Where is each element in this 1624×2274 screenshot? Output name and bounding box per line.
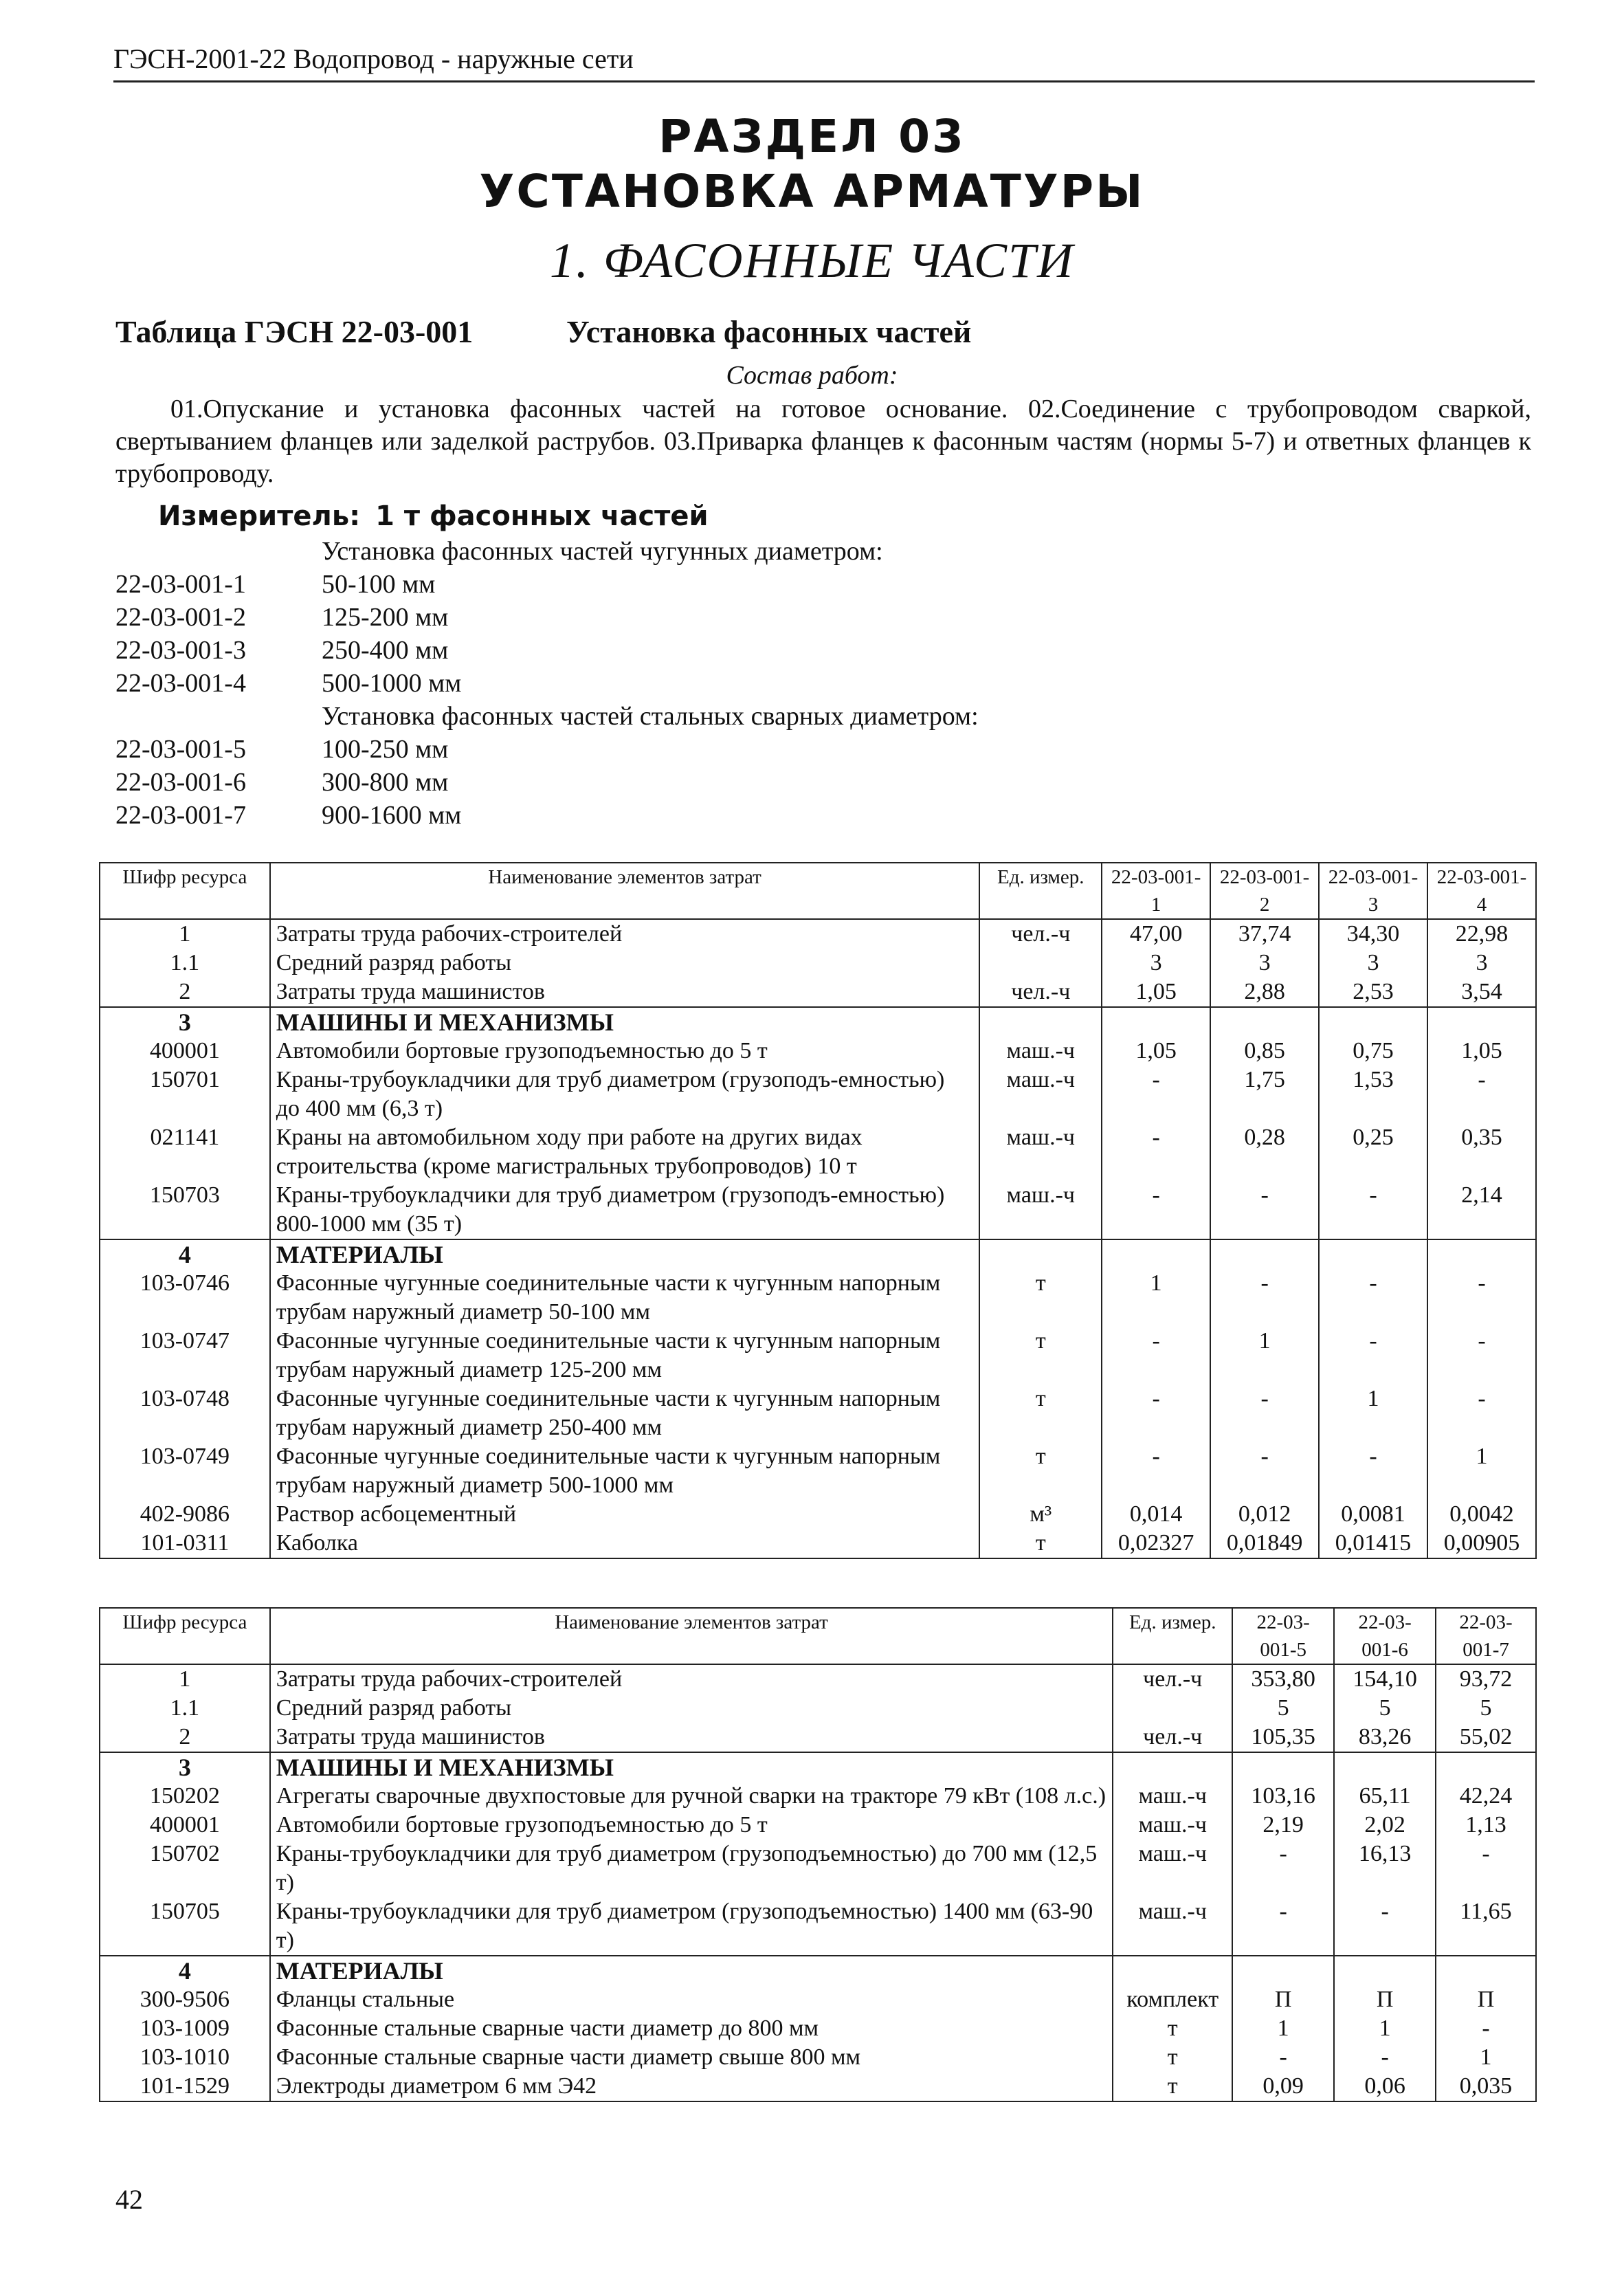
norm-value: - <box>1319 1442 1427 1500</box>
resource-code: 402-9086 <box>100 1500 270 1529</box>
measure-unit <box>158 500 709 532</box>
norm-range: 50-100 мм <box>322 570 436 599</box>
norm-item <box>115 601 979 634</box>
norm-value: 65,11 <box>1334 1782 1436 1811</box>
norm-value: 2,02 <box>1334 1811 1436 1840</box>
norm-range: 100-250 мм <box>322 735 449 764</box>
unit-of-measure: маш.-ч <box>1113 1897 1232 1956</box>
norm-value: 2,53 <box>1319 978 1427 1007</box>
norm-value: 0,02327 <box>1102 1529 1210 1558</box>
resource-code: 300-9506 <box>100 1985 270 2014</box>
unit-of-measure: м³ <box>979 1500 1102 1529</box>
unit-of-measure <box>979 949 1102 978</box>
unit-of-measure: чел.-ч <box>979 919 1102 949</box>
norm-value: - <box>1319 1181 1427 1239</box>
cost-element-name: Фланцы стальные <box>270 1985 1113 2014</box>
cost-element-name: Автомобили бортовые грузоподъемностью до 5 т <box>270 1811 1113 1840</box>
norm-value: - <box>1427 1066 1536 1123</box>
norm-value: 1 <box>1210 1327 1319 1384</box>
norm-code: 22-03-001-5 <box>115 735 246 764</box>
table-row <box>100 919 1536 949</box>
norm-value: 154,10 <box>1334 1664 1436 1694</box>
norm-value <box>1334 1956 1436 1985</box>
cost-element-name: Краны-трубоукладчики для труб диаметром (грузоподъ-емностью) до 400 мм (6,3 т) <box>270 1066 980 1123</box>
norm-value: 11,65 <box>1436 1897 1536 1956</box>
cost-element-name: МАТЕРИАЛЫ <box>270 1956 1113 1985</box>
cost-element-name: Средний разряд работы <box>270 1694 1113 1723</box>
norm-item <box>115 568 979 601</box>
table-row <box>100 1500 1536 1529</box>
header-norm: 22-03-001-7 <box>1436 1608 1536 1664</box>
header-norm: 22-03-001-5 <box>1232 1608 1334 1664</box>
norm-value: - <box>1232 1897 1334 1956</box>
norm-value: 0,25 <box>1319 1123 1427 1181</box>
norm-value: П <box>1334 1985 1436 2014</box>
norm-value: - <box>1102 1442 1210 1500</box>
table-row <box>100 1239 1536 1269</box>
table-row <box>100 1897 1536 1956</box>
table-row <box>100 1007 1536 1037</box>
header-code: Шифр ресурса <box>100 1608 270 1664</box>
unit-of-measure: чел.-ч <box>1113 1723 1232 1752</box>
norm-code: 22-03-001-7 <box>115 801 246 830</box>
cost-element-name: Каболка <box>270 1529 980 1558</box>
cost-element-name: Автомобили бортовые грузоподъемностью до 5 т <box>270 1037 980 1066</box>
table-caption <box>115 313 972 350</box>
resource-code: 1.1 <box>100 949 270 978</box>
norm-value: 2,14 <box>1427 1181 1536 1239</box>
table-row <box>100 1442 1536 1500</box>
page-number: 42 <box>115 2184 143 2215</box>
norm-value: 1,05 <box>1427 1037 1536 1066</box>
norm-value <box>1319 1007 1427 1037</box>
norm-value: - <box>1334 1897 1436 1956</box>
norm-value: 93,72 <box>1436 1664 1536 1694</box>
header-code: Шифр ресурса <box>100 863 270 919</box>
norm-value: 0,28 <box>1210 1123 1319 1181</box>
unit-of-measure <box>1113 1956 1232 1985</box>
header-unit: Ед. измер. <box>1113 1608 1232 1664</box>
table-row <box>100 1037 1536 1066</box>
cost-element-name: Электроды диаметром 6 мм Э42 <box>270 2072 1113 2101</box>
resource-code: 103-0748 <box>100 1384 270 1442</box>
norm-item <box>115 667 979 700</box>
cost-element-name: Фасонные стальные сварные части диаметр до 800 мм <box>270 2014 1113 2043</box>
norm-value: - <box>1427 1327 1536 1384</box>
table-row <box>100 1066 1536 1123</box>
cost-element-name: Фасонные чугунные соединительные части к чугунным напорным трубам наружный диаметр 250-400 мм <box>270 1384 980 1442</box>
norm-value: 0,0081 <box>1319 1500 1427 1529</box>
norm-value: 0,0042 <box>1427 1500 1536 1529</box>
norm-value: 0,012 <box>1210 1500 1319 1529</box>
header-norm: 22-03-001-4 <box>1427 863 1536 919</box>
resource-code: 400001 <box>100 1037 270 1066</box>
norm-value: - <box>1436 1840 1536 1897</box>
resource-code: 150705 <box>100 1897 270 1956</box>
unit-of-measure: т <box>979 1269 1102 1327</box>
cost-element-name: Краны-трубоукладчики для труб диаметром (грузоподъемностью) 1400 мм (63-90 т) <box>270 1897 1113 1956</box>
norm-value: - <box>1436 2014 1536 2043</box>
cost-element-name: Раствор асбоцементный <box>270 1500 980 1529</box>
norm-value: 1 <box>1334 2014 1436 2043</box>
norm-value: 0,014 <box>1102 1500 1210 1529</box>
table-row <box>100 1752 1536 1782</box>
unit-of-measure: чел.-ч <box>1113 1664 1232 1694</box>
resource-code: 2 <box>100 978 270 1007</box>
resource-code: 3 <box>100 1007 270 1037</box>
norm-value: 0,85 <box>1210 1037 1319 1066</box>
table-row <box>100 1529 1536 1558</box>
norm-value: 5 <box>1334 1694 1436 1723</box>
norm-value <box>1427 1007 1536 1037</box>
norm-range: 300-800 мм <box>322 768 449 797</box>
resource-code: 150702 <box>100 1840 270 1897</box>
section-number: РАЗДЕЛ 03 <box>658 110 966 163</box>
unit-of-measure: т <box>979 1442 1102 1500</box>
unit-of-measure <box>979 1239 1102 1269</box>
cost-element-name: МАШИНЫ И МЕХАНИЗМЫ <box>270 1007 980 1037</box>
cost-element-name: Фасонные стальные сварные части диаметр свыше 800 мм <box>270 2043 1113 2072</box>
table-row <box>100 1811 1536 1840</box>
norm-value: 1,13 <box>1436 1811 1536 1840</box>
norm-group-title: Установка фасонных частей чугунных диаметром: <box>322 537 883 566</box>
norm-value: 1 <box>1232 2014 1334 2043</box>
norm-item <box>115 799 979 832</box>
norm-value: 105,35 <box>1232 1723 1334 1752</box>
norm-code: 22-03-001-3 <box>115 636 246 665</box>
unit-of-measure: маш.-ч <box>979 1123 1102 1181</box>
table-row <box>100 1723 1536 1752</box>
unit-of-measure: комплект <box>1113 1985 1232 2014</box>
norm-value: 5 <box>1232 1694 1334 1723</box>
norm-value: 2,88 <box>1210 978 1319 1007</box>
work-composition-heading: Состав работ: <box>726 361 898 390</box>
norm-value: 1,05 <box>1102 1037 1210 1066</box>
resource-code: 103-0747 <box>100 1327 270 1384</box>
resource-code: 103-0746 <box>100 1269 270 1327</box>
unit-of-measure: т <box>979 1327 1102 1384</box>
norm-code: 22-03-001-6 <box>115 768 246 797</box>
norm-value: 103,16 <box>1232 1782 1334 1811</box>
resource-code: 2 <box>100 1723 270 1752</box>
resource-code: 3 <box>100 1752 270 1782</box>
cost-element-name: Затраты труда машинистов <box>270 978 980 1007</box>
resource-code: 1 <box>100 919 270 949</box>
table-row <box>100 1956 1536 1985</box>
norm-value: - <box>1210 1269 1319 1327</box>
norm-value: 1 <box>1427 1442 1536 1500</box>
resource-code: 400001 <box>100 1811 270 1840</box>
cost-element-name: Затраты труда машинистов <box>270 1723 1113 1752</box>
norm-value: 22,98 <box>1427 919 1536 949</box>
unit-of-measure: маш.-ч <box>979 1066 1102 1123</box>
cost-element-name: Затраты труда рабочих-строителей <box>270 1664 1113 1694</box>
norm-value: - <box>1102 1123 1210 1181</box>
cost-element-name: МАШИНЫ И МЕХАНИЗМЫ <box>270 1752 1113 1782</box>
resource-code: 1.1 <box>100 1694 270 1723</box>
table-row <box>100 1269 1536 1327</box>
table-row <box>100 1384 1536 1442</box>
norm-code: 22-03-001-1 <box>115 570 246 599</box>
norm-value: 3 <box>1102 949 1210 978</box>
norm-value: 0,00905 <box>1427 1529 1536 1558</box>
unit-of-measure <box>979 1007 1102 1037</box>
cost-element-name: Фасонные чугунные соединительные части к чугунным напорным трубам наружный диаметр 125-200 мм <box>270 1327 980 1384</box>
norm-value: 0,06 <box>1334 2072 1436 2101</box>
norm-value: - <box>1102 1384 1210 1442</box>
table-row <box>100 1123 1536 1181</box>
table-header-row <box>100 1608 1536 1664</box>
norm-value: 3,54 <box>1427 978 1536 1007</box>
norm-value: 1,05 <box>1102 978 1210 1007</box>
norm-value <box>1232 1956 1334 1985</box>
cost-element-name: МАТЕРИАЛЫ <box>270 1239 980 1269</box>
table-row <box>100 2043 1536 2072</box>
table-caption-code: Таблица ГЭСН 22-03-001 <box>115 314 474 349</box>
norm-value: 0,01849 <box>1210 1529 1319 1558</box>
norm-item <box>115 634 979 667</box>
norm-value: 1 <box>1436 2043 1536 2072</box>
norm-value: - <box>1210 1384 1319 1442</box>
table-row <box>100 1664 1536 1694</box>
norm-value <box>1436 1956 1536 1985</box>
measure-label: Измеритель: <box>158 500 361 532</box>
norm-value: - <box>1334 2043 1436 2072</box>
resource-code: 1 <box>100 1664 270 1694</box>
resource-code: 103-1010 <box>100 2043 270 2072</box>
norm-value <box>1427 1239 1536 1269</box>
norm-range: 500-1000 мм <box>322 669 462 698</box>
cost-element-name: Краны-трубоукладчики для труб диаметром (грузоподъемностью) до 700 мм (12,5 т) <box>270 1840 1113 1897</box>
norm-value: 47,00 <box>1102 919 1210 949</box>
table-row <box>100 1782 1536 1811</box>
norm-value: 1 <box>1319 1384 1427 1442</box>
header-unit: Ед. измер. <box>979 863 1102 919</box>
table-row <box>100 2072 1536 2101</box>
table-row <box>100 2014 1536 2043</box>
cost-element-name: Агрегаты сварочные двухпостовые для ручной сварки на тракторе 79 кВт (108 л.с.) <box>270 1782 1113 1811</box>
resource-code: 4 <box>100 1956 270 1985</box>
norm-range: 125-200 мм <box>322 603 449 632</box>
unit-of-measure: т <box>979 1384 1102 1442</box>
header-name: Наименование элементов затрат <box>270 1608 1113 1664</box>
norm-value: 0,35 <box>1427 1123 1536 1181</box>
norm-value: 37,74 <box>1210 919 1319 949</box>
resource-code: 150202 <box>100 1782 270 1811</box>
cost-element-name: Фасонные чугунные соединительные части к чугунным напорным трубам наружный диаметр 500-1000 мм <box>270 1442 980 1500</box>
norm-value: 16,13 <box>1334 1840 1436 1897</box>
table-caption-name: Установка фасонных частей <box>566 314 972 349</box>
resource-code: 101-0311 <box>100 1529 270 1558</box>
norm-group-title: Установка фасонных частей стальных сварных диаметром: <box>322 702 979 731</box>
norm-value: 0,01415 <box>1319 1529 1427 1558</box>
table-row <box>100 1694 1536 1723</box>
norm-value: П <box>1232 1985 1334 2014</box>
norm-range: 250-400 мм <box>322 636 449 665</box>
norm-value: 42,24 <box>1436 1782 1536 1811</box>
norm-value: - <box>1427 1269 1536 1327</box>
norm-value: 3 <box>1319 949 1427 978</box>
work-composition-text: 01.Опускание и установка фасонных частей на готовое основание. 02.Соединение с трубопроводом сваркой, свертыванием фланцев или заделкой раструбов. 03.Приварка фланцев к фасонным частям (нормы 5-7) и ответных фланцев к трубопроводу. <box>115 395 1531 488</box>
norm-value: 3 <box>1210 949 1319 978</box>
norm-value <box>1319 1239 1427 1269</box>
norm-value: 83,26 <box>1334 1723 1436 1752</box>
norm-item <box>115 766 979 799</box>
norm-list <box>115 535 979 832</box>
unit-of-measure: маш.-ч <box>1113 1782 1232 1811</box>
norm-value: 1,75 <box>1210 1066 1319 1123</box>
unit-of-measure: т <box>1113 2072 1232 2101</box>
norm-value: - <box>1102 1181 1210 1239</box>
norm-value: 2,19 <box>1232 1811 1334 1840</box>
norm-value: - <box>1319 1327 1427 1384</box>
norm-value <box>1102 1007 1210 1037</box>
norm-value: - <box>1319 1269 1427 1327</box>
cost-element-name: Фасонные чугунные соединительные части к чугунным напорным трубам наружный диаметр 50-100 мм <box>270 1269 980 1327</box>
table-header-row <box>100 863 1536 919</box>
unit-of-measure <box>1113 1752 1232 1782</box>
norm-value: 5 <box>1436 1694 1536 1723</box>
cost-element-name: Краны на автомобильном ходу при работе на других видах строительства (кроме магистральных трубопроводов) 10 т <box>270 1123 980 1181</box>
unit-of-measure: маш.-ч <box>979 1037 1102 1066</box>
norm-value: - <box>1232 1840 1334 1897</box>
norm-item <box>115 733 979 766</box>
cost-table-1 <box>99 862 1537 1559</box>
norm-value: 55,02 <box>1436 1723 1536 1752</box>
header-norm: 22-03-001-2 <box>1210 863 1319 919</box>
table-row <box>100 978 1536 1007</box>
cost-element-name: Краны-трубоукладчики для труб диаметром (грузоподъ-емностью) 800-1000 мм (35 т) <box>270 1181 980 1239</box>
norm-value: 34,30 <box>1319 919 1427 949</box>
norm-value: - <box>1102 1327 1210 1384</box>
table-row <box>100 1327 1536 1384</box>
resource-code: 101-1529 <box>100 2072 270 2101</box>
unit-of-measure: чел.-ч <box>979 978 1102 1007</box>
unit-of-measure: маш.-ч <box>979 1181 1102 1239</box>
table-row <box>100 949 1536 978</box>
norm-value <box>1334 1752 1436 1782</box>
norm-value: 0,035 <box>1436 2072 1536 2101</box>
resource-code: 150703 <box>100 1181 270 1239</box>
resource-code: 4 <box>100 1239 270 1269</box>
resource-code: 150701 <box>100 1066 270 1123</box>
norm-value: 1,53 <box>1319 1066 1427 1123</box>
unit-of-measure: т <box>1113 2043 1232 2072</box>
norm-value <box>1102 1239 1210 1269</box>
norm-value: 1 <box>1102 1269 1210 1327</box>
table-row <box>100 1840 1536 1897</box>
norm-value <box>1210 1239 1319 1269</box>
norm-value <box>1232 1752 1334 1782</box>
norm-value <box>1210 1007 1319 1037</box>
unit-of-measure: т <box>1113 2014 1232 2043</box>
unit-of-measure <box>1113 1694 1232 1723</box>
resource-code: 103-0749 <box>100 1442 270 1500</box>
norm-value: - <box>1102 1066 1210 1123</box>
unit-of-measure: маш.-ч <box>1113 1811 1232 1840</box>
page-header: ГЭСН-2001-22 Водопровод - наружные сети <box>113 43 1535 82</box>
unit-of-measure: маш.-ч <box>1113 1840 1232 1897</box>
norm-value: - <box>1210 1442 1319 1500</box>
norm-value: - <box>1427 1384 1536 1442</box>
measure-value: 1 т фасонных частей <box>375 500 709 532</box>
norm-value: - <box>1210 1181 1319 1239</box>
header-norm: 22-03-001-1 <box>1102 863 1210 919</box>
norm-range: 900-1600 мм <box>322 801 462 830</box>
subsection-title: 1. ФАСОННЫЕ ЧАСТИ <box>549 233 1075 288</box>
norm-value: П <box>1436 1985 1536 2014</box>
norm-value: 0,09 <box>1232 2072 1334 2101</box>
cost-table-2 <box>99 1607 1537 2102</box>
cost-element-name: Затраты труда рабочих-строителей <box>270 919 980 949</box>
norm-value: 3 <box>1427 949 1536 978</box>
norm-value: 0,75 <box>1319 1037 1427 1066</box>
norm-code: 22-03-001-2 <box>115 603 246 632</box>
header-name: Наименование элементов затрат <box>270 863 980 919</box>
cost-element-name: Средний разряд работы <box>270 949 980 978</box>
norm-value: - <box>1232 2043 1334 2072</box>
table-row <box>100 1985 1536 2014</box>
header-norm: 22-03-001-3 <box>1319 863 1427 919</box>
resource-code: 103-1009 <box>100 2014 270 2043</box>
norm-value <box>1436 1752 1536 1782</box>
header-norm: 22-03-001-6 <box>1334 1608 1436 1664</box>
section-title: УСТАНОВКА АРМАТУРЫ <box>479 165 1145 218</box>
table-row <box>100 1181 1536 1239</box>
unit-of-measure: т <box>979 1529 1102 1558</box>
norm-code: 22-03-001-4 <box>115 669 246 698</box>
resource-code: 021141 <box>100 1123 270 1181</box>
norm-value: 353,80 <box>1232 1664 1334 1694</box>
